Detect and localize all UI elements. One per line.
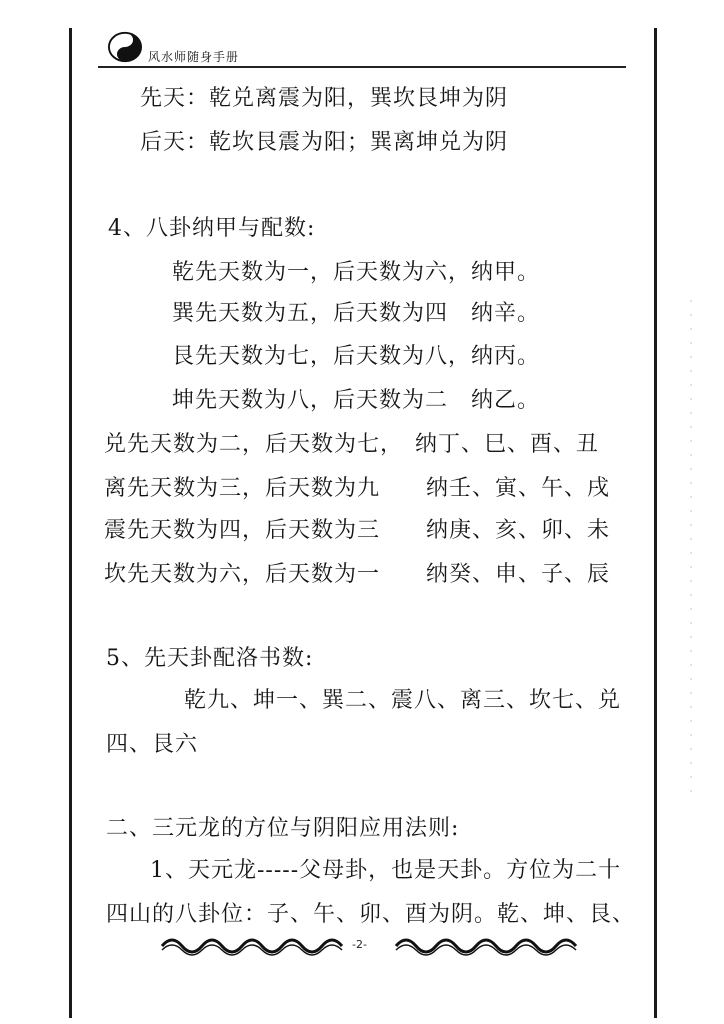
page-number: -2- [352,938,367,951]
right-margin-line [654,28,657,1018]
kun-line: 坤先天数为八，后天数为二 纳乙。 [172,388,541,413]
zhen-line: 震先天数为四，后天数为三 纳庚、亥、卯、未 [104,518,611,543]
yin-yang-icon [106,30,144,64]
header-title: 风水师随身手册 [148,50,240,64]
tianyuan-line-2: 四山的八卦位：子、午、卯、酉为阴。乾、坤、艮、 [106,902,636,927]
section4-heading: 4、八卦纳甲与配数: [108,216,316,241]
luoshu-line-1: 乾九、坤一、巽二、震八、离三、坎七、兑 [184,688,622,713]
xun-line: 巽先天数为五，后天数为四 纳辛。 [172,301,541,326]
tianyuan-line-1: 1、天元龙-----父母卦，也是天卦。方位为二十 [150,858,622,883]
section2-heading: 二、三元龙的方位与阴阳应用法则: [106,816,460,841]
section5-heading: 5、先天卦配洛书数: [106,646,314,671]
page-header [98,30,626,70]
left-margin-line [69,28,72,1018]
kan-line: 坎先天数为六，后天数为一 纳癸、申、子、辰 [104,562,611,587]
scan-artifact [690,300,692,800]
header-rule [98,66,626,68]
xiantian-line: 先天：乾兑离震为阳，巽坎艮坤为阴 [140,86,509,111]
luoshu-line-2: 四、艮六 [106,732,199,757]
houtian-line: 后天：乾坎艮震为阳；巽离坤兑为阴 [140,130,509,155]
li-line: 离先天数为三，后天数为九 纳壬、寅、午、戌 [104,476,611,501]
wave-border-icon [160,928,580,958]
qian-line: 乾先天数为一，后天数为六，纳甲。 [172,260,541,285]
dui-line: 兑先天数为二，后天数为七， 纳丁、巳、酉、丑 [104,432,600,457]
gen-line: 艮先天数为七，后天数为八，纳丙。 [172,344,541,369]
